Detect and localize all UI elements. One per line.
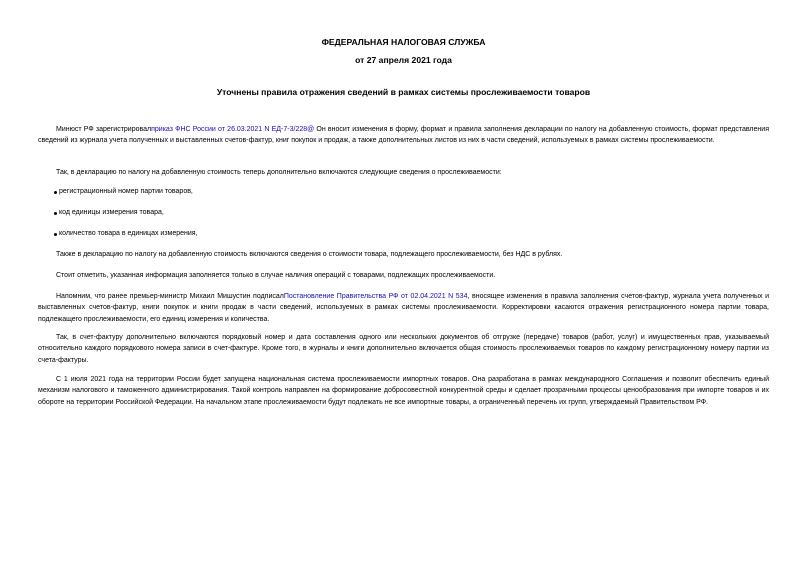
list-item — [54, 186, 193, 197]
order-link[interactable]: приказ ФНС России от 26.03.2021 N ЕД-7-3/228@ — [151, 126, 315, 133]
list-item-text: количество товара в единицах измерения, — [59, 230, 198, 237]
decree-link[interactable]: Постановление Правительства РФ от 02.04.2021 N 534 — [283, 293, 468, 300]
paragraph-note: Стоит отметить, указанная информация заполняется только в случае наличия операций с товарами, подлежащих прослеживаемости. — [56, 272, 496, 279]
document-date: от 27 апреля 2021 года — [355, 55, 452, 65]
organization-heading: ФЕДЕРАЛЬНАЯ НАЛОГОВАЯ СЛУЖБА — [321, 37, 486, 47]
list-item — [54, 228, 198, 239]
paragraph-text: Он вносит изменения в форму, формат и правила заполнения декларации по налогу на добавленную стоимость, формат представления сведений из журнала учета полученных и выставленных счетов-фактур, книг покупок и продаж, а также дополнительных листов из них в части сведений, используемых в рамках системы прослеживаемости. — [38, 126, 769, 145]
paragraph-invoice: Так, в счет-фактуру дополнительно включаются порядковый номер и дата составления одного или нескольких документов об отгрузке (передаче) товаров (работ, услуг) и имущественных прав, указываемый относительно каждого порядкового номера записи в счет-фактуре. Кроме того, в журналы и книги дополнительно включается общая стоимость прослеживаемых товаров по каждому регистрационному номеру партии из счета-фактуры. — [38, 334, 769, 364]
paragraph-text: Минюст РФ зарегистрировал — [56, 126, 152, 133]
paragraph-text: , вносящее изменения в правила заполнения счетов-фактур, журнала учета полученных и выставленных счетов-фактур, книги покупок и книги продаж в части сведений, используемых в рамках системы прослеживаемости. Корректировки касаются отражения регистрационного номера партии товара, подлежащего прослеживаемости, его единиц измерения и количества. — [38, 293, 769, 323]
bullet-icon — [54, 191, 57, 194]
paragraph-government-decree — [38, 291, 769, 325]
paragraph-order-registration — [38, 124, 769, 147]
bullet-icon — [54, 212, 57, 215]
bullet-icon — [54, 233, 57, 236]
list-item — [54, 207, 164, 218]
document-title: Уточнены правила отражения сведений в рамках системы прослеживаемости товаров — [216, 87, 591, 97]
paragraph-national-system: С 1 июля 2021 года на территории России будет запущена национальная система прослеживаемости импортных товаров. Она разработана в рамках международного Соглашения и позволит обеспечить единый механизм налогового и таможенного администрирования. Такой контроль направлен на формирование добросовестной конкурентной среды и сделает прозрачными процессы ценообразования при импорте товаров и их обороте на территории Российской Федерации. На начальном этапе прослеживаемости будут подлежать не все импортные товары, а ограниченный перечень их групп, утверждаемый Правительством РФ. — [38, 376, 769, 406]
paragraph-cost-info: Также в декларацию по налогу на добавленную стоимость включаются сведения о стоимости товара, подлежащего прослеживаемости, без НДС в рублях. — [56, 251, 563, 258]
paragraph-declaration-intro: Так, в декларацию по налогу на добавленную стоимость теперь дополнительно включаются следующие сведения о прослеживаемости: — [56, 169, 502, 176]
list-item-text: код единицы измерения товара, — [59, 209, 164, 216]
paragraph-text: Напомним, что ранее премьер-министр Михаил Мишустин подписал — [56, 293, 284, 300]
list-item-text: регистрационный номер партии товаров, — [59, 188, 193, 195]
